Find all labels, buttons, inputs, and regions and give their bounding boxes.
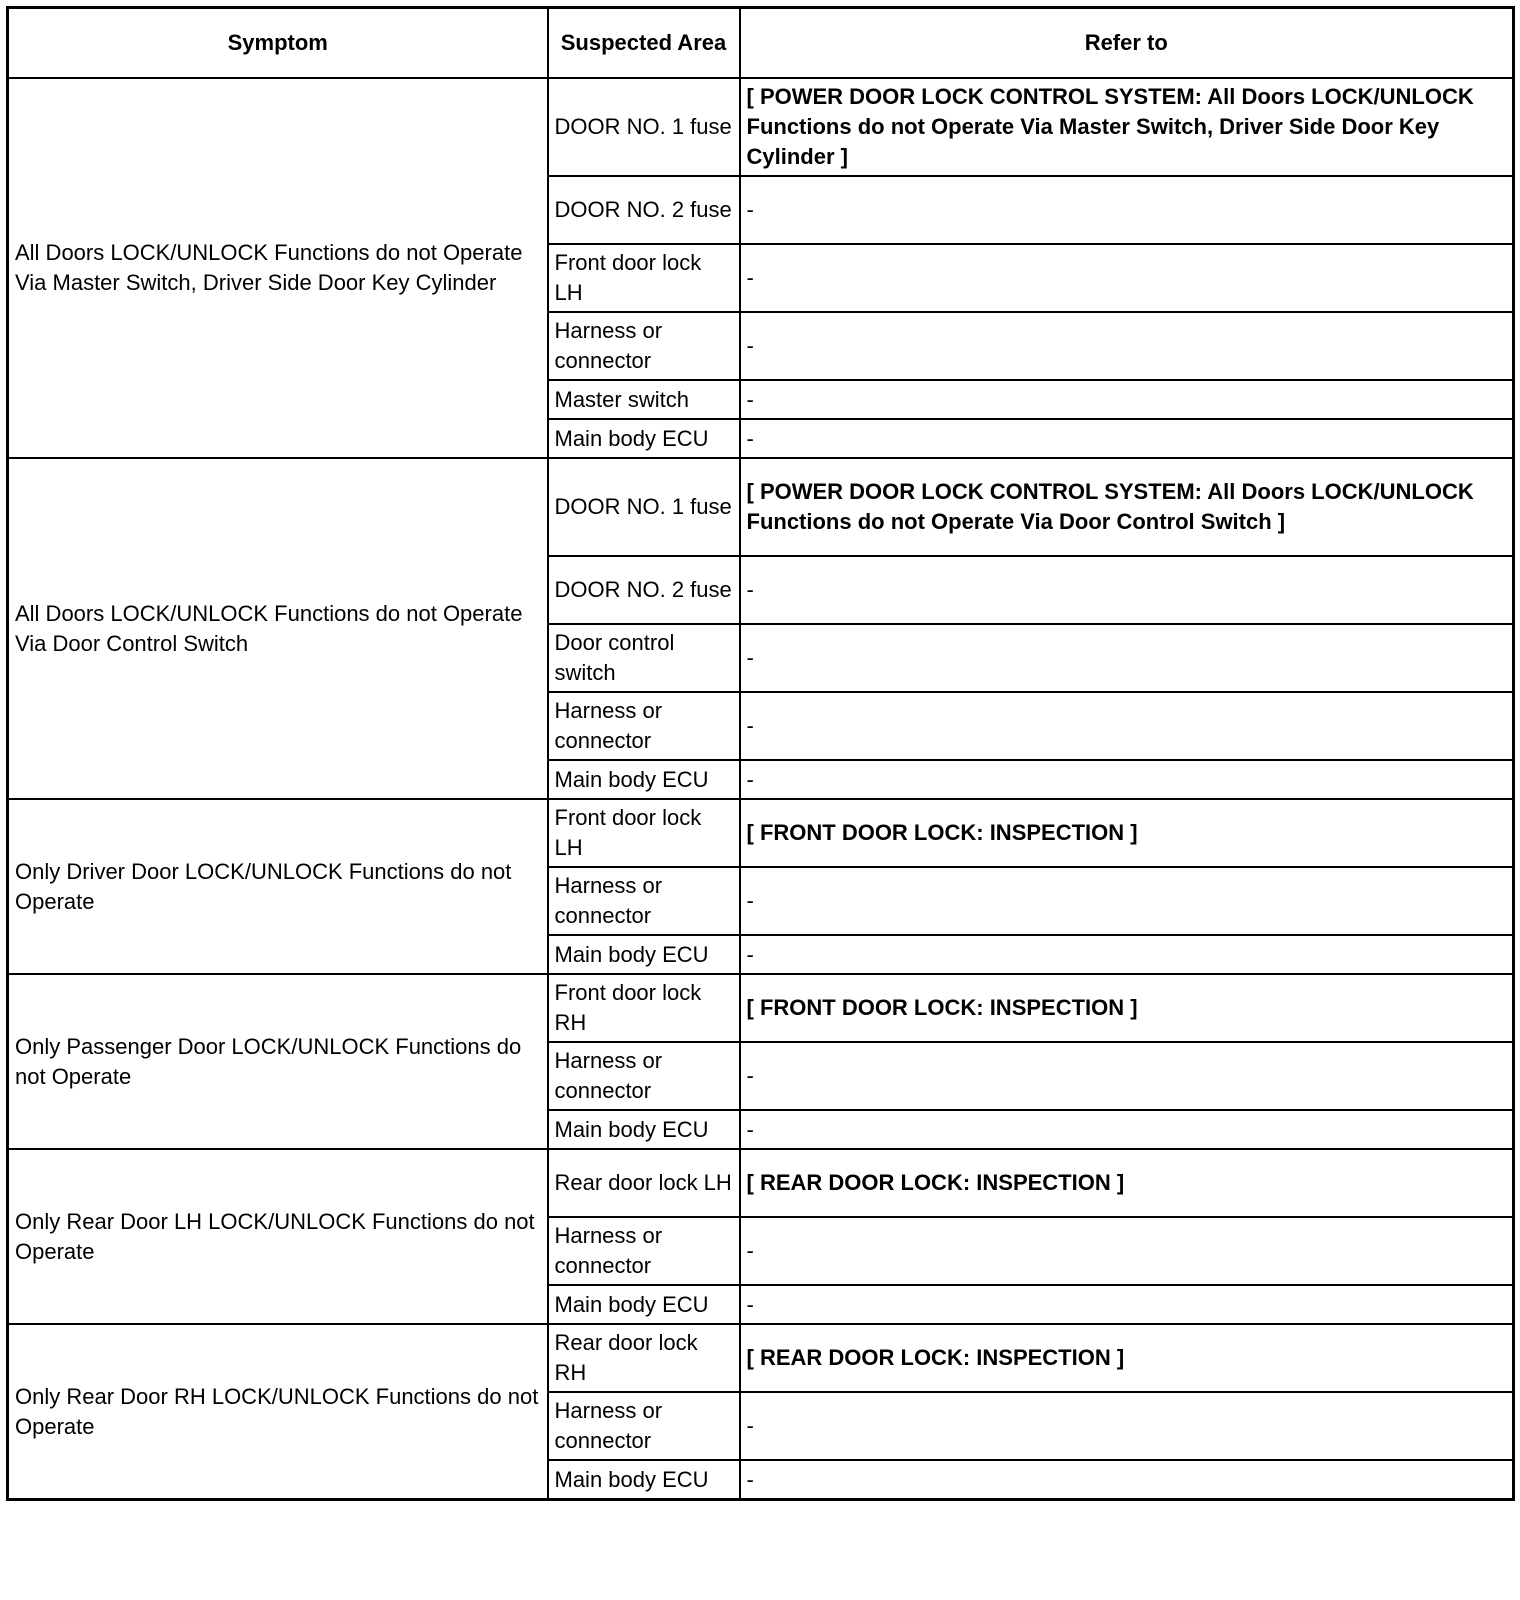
suspected-area-cell: Rear door lock RH: [548, 1324, 740, 1392]
refer-to-cell: -: [740, 1110, 1514, 1149]
suspected-area-cell: Harness or connector: [548, 1042, 740, 1110]
suspected-area-cell: DOOR NO. 1 fuse: [548, 78, 740, 176]
header-suspected-area: Suspected Area: [548, 8, 740, 79]
refer-to-cell: -: [740, 380, 1514, 419]
suspected-area-cell: Main body ECU: [548, 1285, 740, 1324]
refer-to-cell: [ FRONT DOOR LOCK: INSPECTION ]: [740, 799, 1514, 867]
table-row: [8, 974, 1514, 1042]
table-row: [8, 1324, 1514, 1392]
symptom-cell: Only Rear Door LH LOCK/UNLOCK Functions do not Operate: [8, 1149, 548, 1324]
refer-to-cell: -: [740, 760, 1514, 799]
refer-to-cell: -: [740, 1285, 1514, 1324]
refer-to-cell: [ POWER DOOR LOCK CONTROL SYSTEM: All Doors LOCK/UNLOCK Functions do not Operate Via Door Control Switch ]: [740, 458, 1514, 556]
refer-to-cell: -: [740, 1392, 1514, 1460]
suspected-area-cell: DOOR NO. 1 fuse: [548, 458, 740, 556]
suspected-area-cell: Main body ECU: [548, 419, 740, 458]
symptom-cell: Only Passenger Door LOCK/UNLOCK Functions do not Operate: [8, 974, 548, 1149]
suspected-area-cell: Harness or connector: [548, 692, 740, 760]
suspected-area-cell: Harness or connector: [548, 1217, 740, 1285]
refer-to-cell: -: [740, 1460, 1514, 1500]
refer-to-cell: -: [740, 624, 1514, 692]
suspected-area-cell: DOOR NO. 2 fuse: [548, 176, 740, 244]
suspected-area-cell: Front door lock LH: [548, 244, 740, 312]
refer-to-cell: [ REAR DOOR LOCK: INSPECTION ]: [740, 1324, 1514, 1392]
refer-to-cell: -: [740, 176, 1514, 244]
suspected-area-cell: Harness or connector: [548, 867, 740, 935]
symptom-cell: All Doors LOCK/UNLOCK Functions do not Operate Via Master Switch, Driver Side Door Key Cylinder: [8, 78, 548, 458]
header-symptom: Symptom: [8, 8, 548, 79]
refer-to-cell: -: [740, 692, 1514, 760]
table-row: [8, 799, 1514, 867]
table-row: [8, 1149, 1514, 1217]
suspected-area-cell: Front door lock LH: [548, 799, 740, 867]
symptom-cell: Only Rear Door RH LOCK/UNLOCK Functions do not Operate: [8, 1324, 548, 1500]
suspected-area-cell: Front door lock RH: [548, 974, 740, 1042]
refer-to-cell: -: [740, 312, 1514, 380]
suspected-area-cell: Main body ECU: [548, 935, 740, 974]
suspected-area-cell: Main body ECU: [548, 1110, 740, 1149]
suspected-area-cell: DOOR NO. 2 fuse: [548, 556, 740, 624]
header-row: [8, 8, 1514, 79]
refer-to-cell: -: [740, 419, 1514, 458]
symptom-cell: Only Driver Door LOCK/UNLOCK Functions do not Operate: [8, 799, 548, 974]
refer-to-cell: -: [740, 935, 1514, 974]
refer-to-cell: -: [740, 1217, 1514, 1285]
refer-to-cell: [ REAR DOOR LOCK: INSPECTION ]: [740, 1149, 1514, 1217]
suspected-area-cell: Master switch: [548, 380, 740, 419]
symptom-cell: All Doors LOCK/UNLOCK Functions do not Operate Via Door Control Switch: [8, 458, 548, 799]
table-row: [8, 78, 1514, 176]
header-refer-to: Refer to: [740, 8, 1514, 79]
refer-to-cell: -: [740, 867, 1514, 935]
suspected-area-cell: Main body ECU: [548, 760, 740, 799]
suspected-area-cell: Door control switch: [548, 624, 740, 692]
diagnosis-table: [6, 6, 1515, 1501]
refer-to-cell: [ FRONT DOOR LOCK: INSPECTION ]: [740, 974, 1514, 1042]
refer-to-cell: -: [740, 556, 1514, 624]
refer-to-cell: -: [740, 1042, 1514, 1110]
suspected-area-cell: Harness or connector: [548, 1392, 740, 1460]
suspected-area-cell: Harness or connector: [548, 312, 740, 380]
suspected-area-cell: Main body ECU: [548, 1460, 740, 1500]
refer-to-cell: [ POWER DOOR LOCK CONTROL SYSTEM: All Doors LOCK/UNLOCK Functions do not Operate Via Master Switch, Driver Side Door Key Cylinder ]: [740, 78, 1514, 176]
table-row: [8, 458, 1514, 556]
suspected-area-cell: Rear door lock LH: [548, 1149, 740, 1217]
refer-to-cell: -: [740, 244, 1514, 312]
